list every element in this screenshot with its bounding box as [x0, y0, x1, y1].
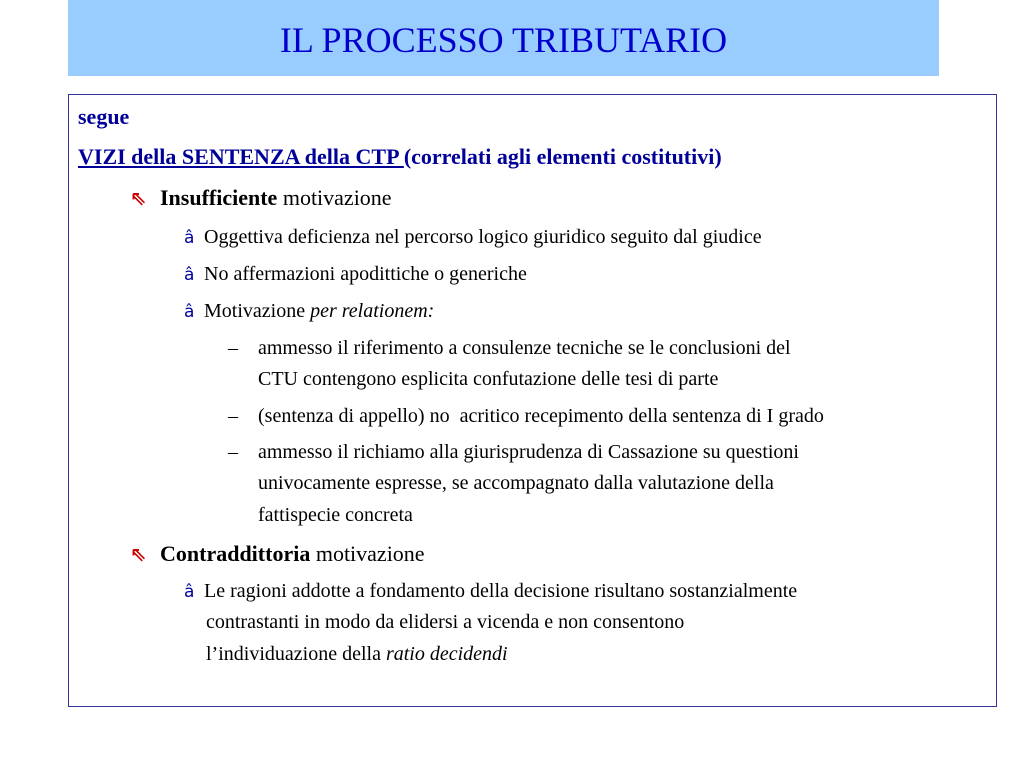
list-item-text: l’individuazione della [206, 643, 386, 665]
sub-item-text: ammesso il richiamo alla giurisprudenza di Cassazione su questioni [258, 441, 799, 463]
heading-rest: (correlati agli elementi costitutivi) [403, 144, 722, 169]
list-item [184, 300, 434, 323]
dash-bullet: – [228, 441, 238, 463]
section-rest: motivazione [310, 541, 425, 566]
list-item [184, 226, 762, 249]
section-rest: motivazione [277, 185, 392, 210]
list-item-text: No affermazioni apodittiche o generiche [204, 263, 527, 285]
section-bold: Contraddittoria [160, 541, 311, 566]
list-item-text: Motivazione [204, 300, 311, 322]
section-bold: Insufficiente [160, 185, 278, 210]
sub-item [228, 337, 791, 360]
section-insufficiente [130, 185, 392, 211]
list-item-text: Oggettiva deficienza nel percorso logico giuridico seguito dal giudice [204, 226, 762, 248]
blue-arrow-bullet-icon: â [184, 265, 195, 285]
heading-underlined: VIZI della SENTENZA della CTP [78, 144, 404, 169]
list-item-italic: per relationem: [310, 300, 435, 322]
sub-item-text: ammesso il riferimento a consulenze tecniche se le conclusioni del [258, 337, 791, 359]
red-arrow-bullet-icon: ⇖ [130, 186, 147, 210]
list-item-italic: ratio decidendi [385, 643, 508, 665]
list-item [184, 580, 797, 603]
dash-bullet: – [228, 405, 238, 427]
list-item-text: Le ragioni addotte a fondamento della decisione risultano sostanzialmente [204, 580, 798, 602]
sub-item-continuation: CTU contengono esplicita confutazione delle tesi di parte [258, 368, 719, 390]
dash-bullet: – [228, 337, 238, 359]
section-heading [78, 144, 722, 170]
title-bar [68, 0, 939, 76]
section-contraddittoria [130, 541, 425, 567]
list-item [184, 263, 527, 286]
blue-arrow-bullet-icon: â [184, 228, 195, 248]
segue-label: segue [78, 104, 130, 129]
sub-item [228, 441, 799, 464]
blue-arrow-bullet-icon: â [184, 582, 195, 602]
sub-item-text: (sentenza di appello) no acritico recepimento della sentenza di I grado [258, 405, 824, 427]
sub-item-continuation: fattispecie concreta [258, 504, 413, 526]
list-item-continuation [206, 643, 508, 666]
red-arrow-bullet-icon: ⇖ [130, 542, 147, 566]
sub-item [228, 405, 824, 428]
sub-item-continuation: univocamente espresse, se accompagnato dalla valutazione della [258, 472, 774, 494]
slide-title: IL PROCESSO TRIBUTARIO [279, 20, 728, 60]
blue-arrow-bullet-icon: â [184, 302, 195, 322]
list-item-continuation: contrastanti in modo da elidersi a vicenda e non consentono [206, 611, 685, 633]
